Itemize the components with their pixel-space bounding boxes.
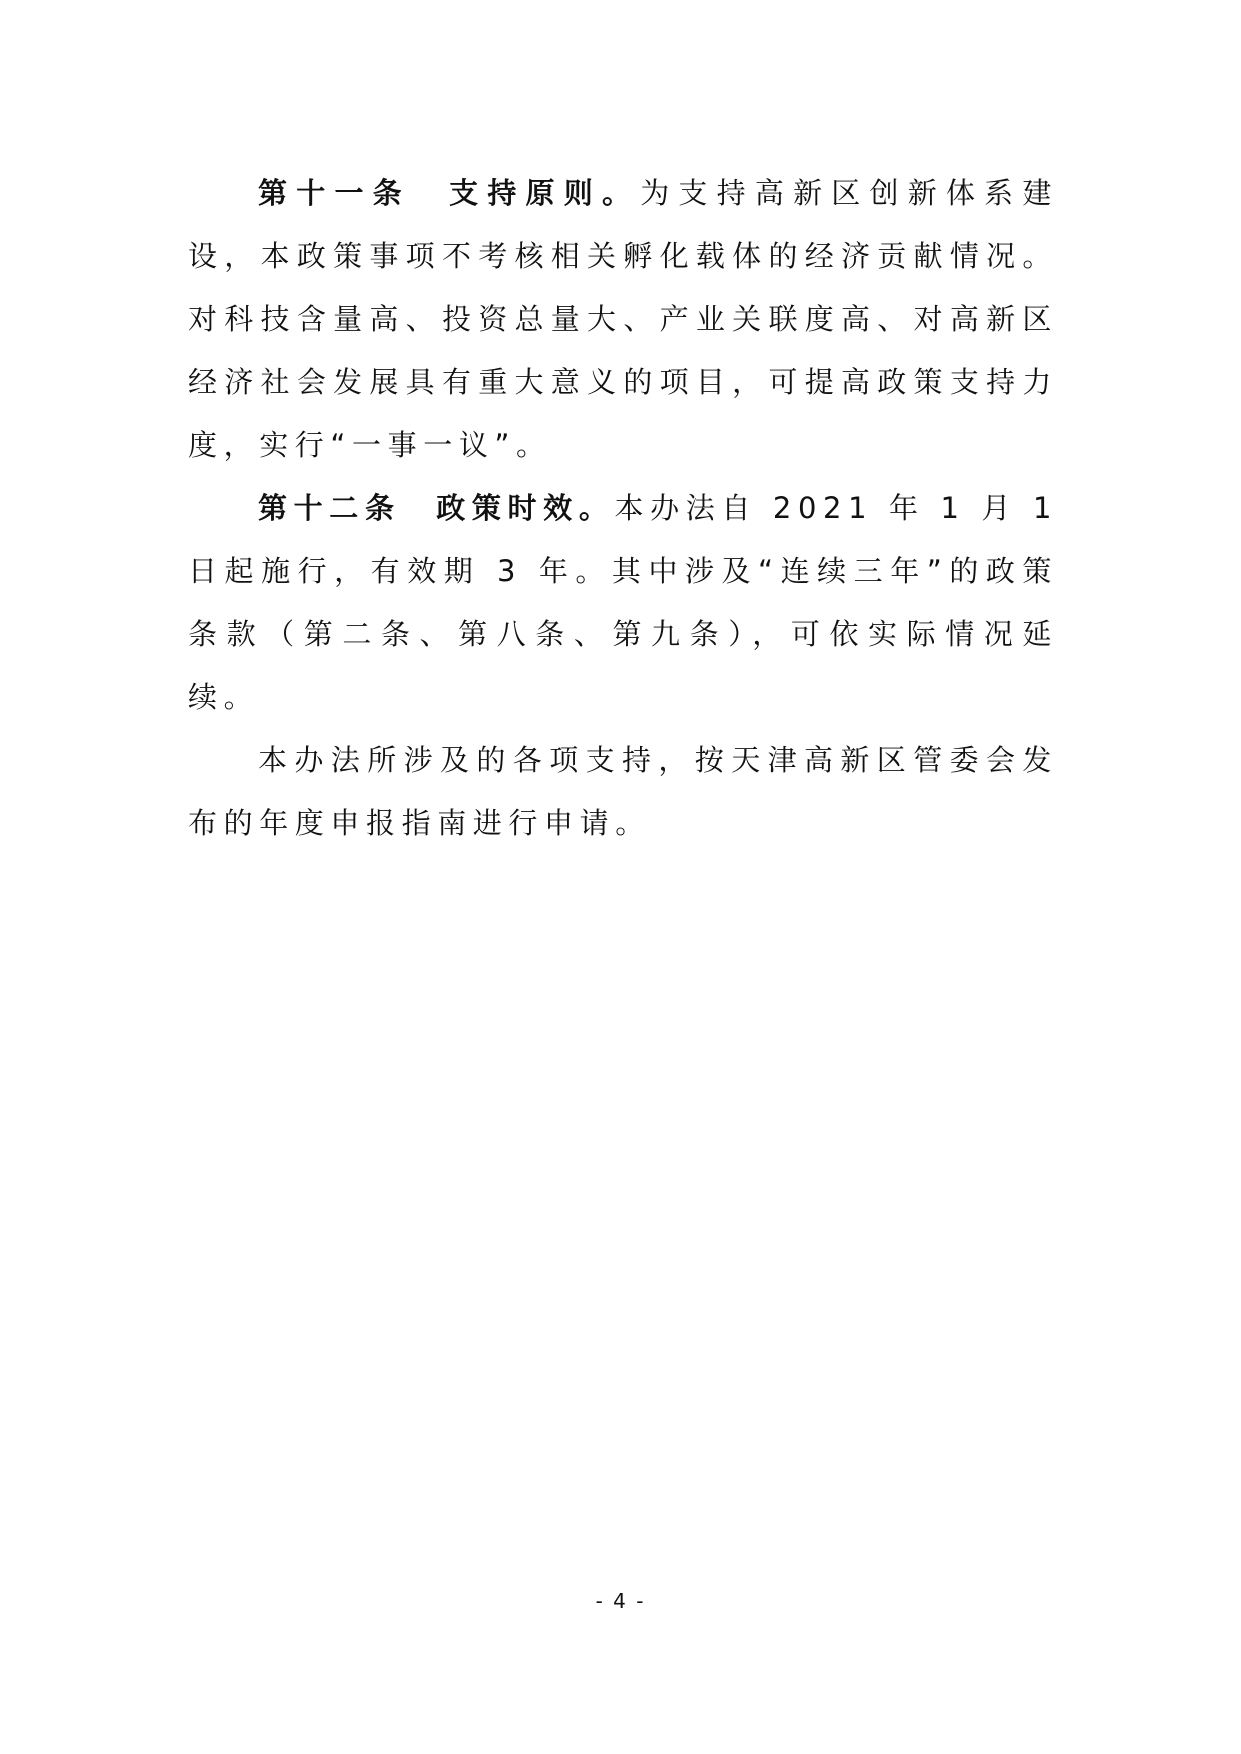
closing-paragraph: 本办法所涉及的各项支持，按天津高新区管委会发布的年度申报指南进行申请。 [188, 743, 1058, 840]
article-eleven-title: 第十一条 支持原则。 [258, 176, 641, 210]
document-body [188, 162, 1058, 855]
article-eleven-body: 为支持高新区创新体系建设，本政策事项不考核相关孵化载体的经济贡献情况。对科技含量高、投资总量大、产业关联度高、对高新区经济社会发展具有重大意义的项目，可提高政策支持力度，实行“一事一议”。 [188, 176, 1058, 462]
article-twelve [188, 477, 1058, 729]
article-twelve-body: 本办法自 2021 年 1 月 1 日起施行，有效期 3 年。其中涉及“连续三年”的政策条款（第二条、第八条、第九条），可依实际情况延续。 [188, 491, 1058, 714]
page-number: - 4 - [595, 1589, 646, 1613]
article-twelve-title: 第十二条 政策时效。 [258, 491, 615, 525]
article-eleven [188, 162, 1058, 477]
